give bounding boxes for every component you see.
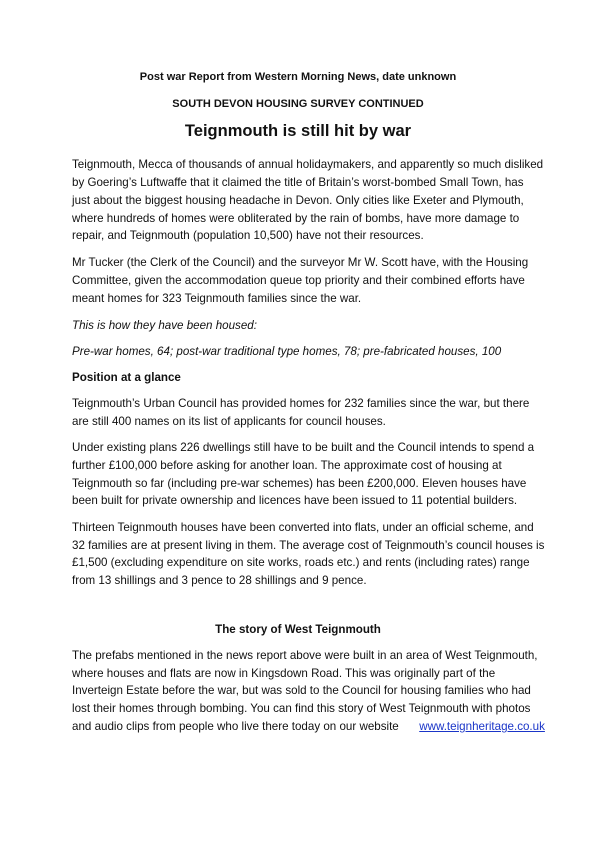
paragraph-line: repair, and Teignmouth (population 10,500) have not their resources. — [72, 229, 424, 242]
paragraph-line: The prefabs mentioned in the news report above were built in an area of West Teignmouth, — [72, 649, 538, 662]
paragraph-line: just about the biggest housing headache in Devon. Only cities like Exeter and Plymouth, — [72, 194, 524, 207]
paragraph-line: 32 families are at present living in them. The average cost of Teignmouth’s council houses is — [72, 539, 545, 552]
paragraph-line: £1,500 (excluding expenditure on site works, roads etc.) and rents (including rates) range — [72, 556, 530, 569]
paragraph-line: Under existing plans 226 dwellings still have to be built and the Council intends to spend a — [72, 441, 535, 454]
west-story-heading: The story of West Teignmouth — [215, 623, 381, 636]
paragraph-line: Committee, given the accommodation queue top priority and their combined efforts have — [72, 274, 525, 287]
page-title: Teignmouth is still hit by war — [184, 122, 412, 140]
paragraph-line: Mr Tucker (the Clerk of the Council) and the surveyor Mr W. Scott have, with the Housing — [72, 256, 529, 269]
paragraph-line: where houses and flats are now in Kingsdown Road. This was originally part of the — [72, 667, 496, 680]
paragraph-line: been built for private ownership and licences have been issued to 11 potential builders. — [72, 494, 518, 507]
paragraph-line: lost their homes through bombing. You can find this story of West Teignmouth with photos — [72, 702, 531, 715]
paragraph-line: Teignmouth so far (including pre-war schemes) has been £200,000. Eleven houses have — [72, 477, 527, 490]
paragraph-line: meant homes for 323 Teignmouth families since the war. — [72, 292, 362, 305]
housing-breakdown: Pre-war homes, 64; post-war traditional type homes, 78; pre-fabricated houses, 100 — [72, 345, 502, 358]
website-link[interactable]: www.teignheritage.co.uk — [419, 720, 545, 733]
paragraph-line: by Goering’s Luftwaffe that it claimed the title of Britain’s worst-bombed Small Town, has — [72, 176, 524, 189]
paragraph-line: from 13 shillings and 3 pence to 28 shillings and 9 pence. — [72, 574, 367, 587]
paragraph-line: further £100,000 before asking for another loan. The approximate cost of housing at — [72, 459, 502, 472]
paragraph-line-with-link — [72, 718, 545, 735]
paragraph-line: Teignmouth, Mecca of thousands of annual holidaymakers, and apparently so much disliked — [72, 158, 544, 171]
paragraph-line: are still 400 names on its list of applicants for council houses. — [72, 415, 386, 428]
section-heading: Position at a glance — [72, 371, 181, 384]
housed-intro: This is how they have been housed: — [72, 319, 257, 332]
paragraph-line: where hundreds of homes were obliterated by the rain of bombs, have more damage to — [72, 212, 520, 225]
paragraph-line: Teignmouth’s Urban Council has provided homes for 232 families since the war, but there — [72, 397, 530, 410]
paragraph-line: Inverteign Estate before the war, but was sold to the Council for housing families who had — [72, 684, 531, 697]
paragraph-line: Thirteen Teignmouth houses have been converted into flats, under an official scheme, and — [72, 521, 534, 534]
source-line: Post war Report from Western Morning News, date unknown — [139, 71, 457, 83]
website-text: and audio clips from people who live there today on our website — [72, 720, 399, 733]
subheading: SOUTH DEVON HOUSING SURVEY CONTINUED — [172, 98, 424, 110]
